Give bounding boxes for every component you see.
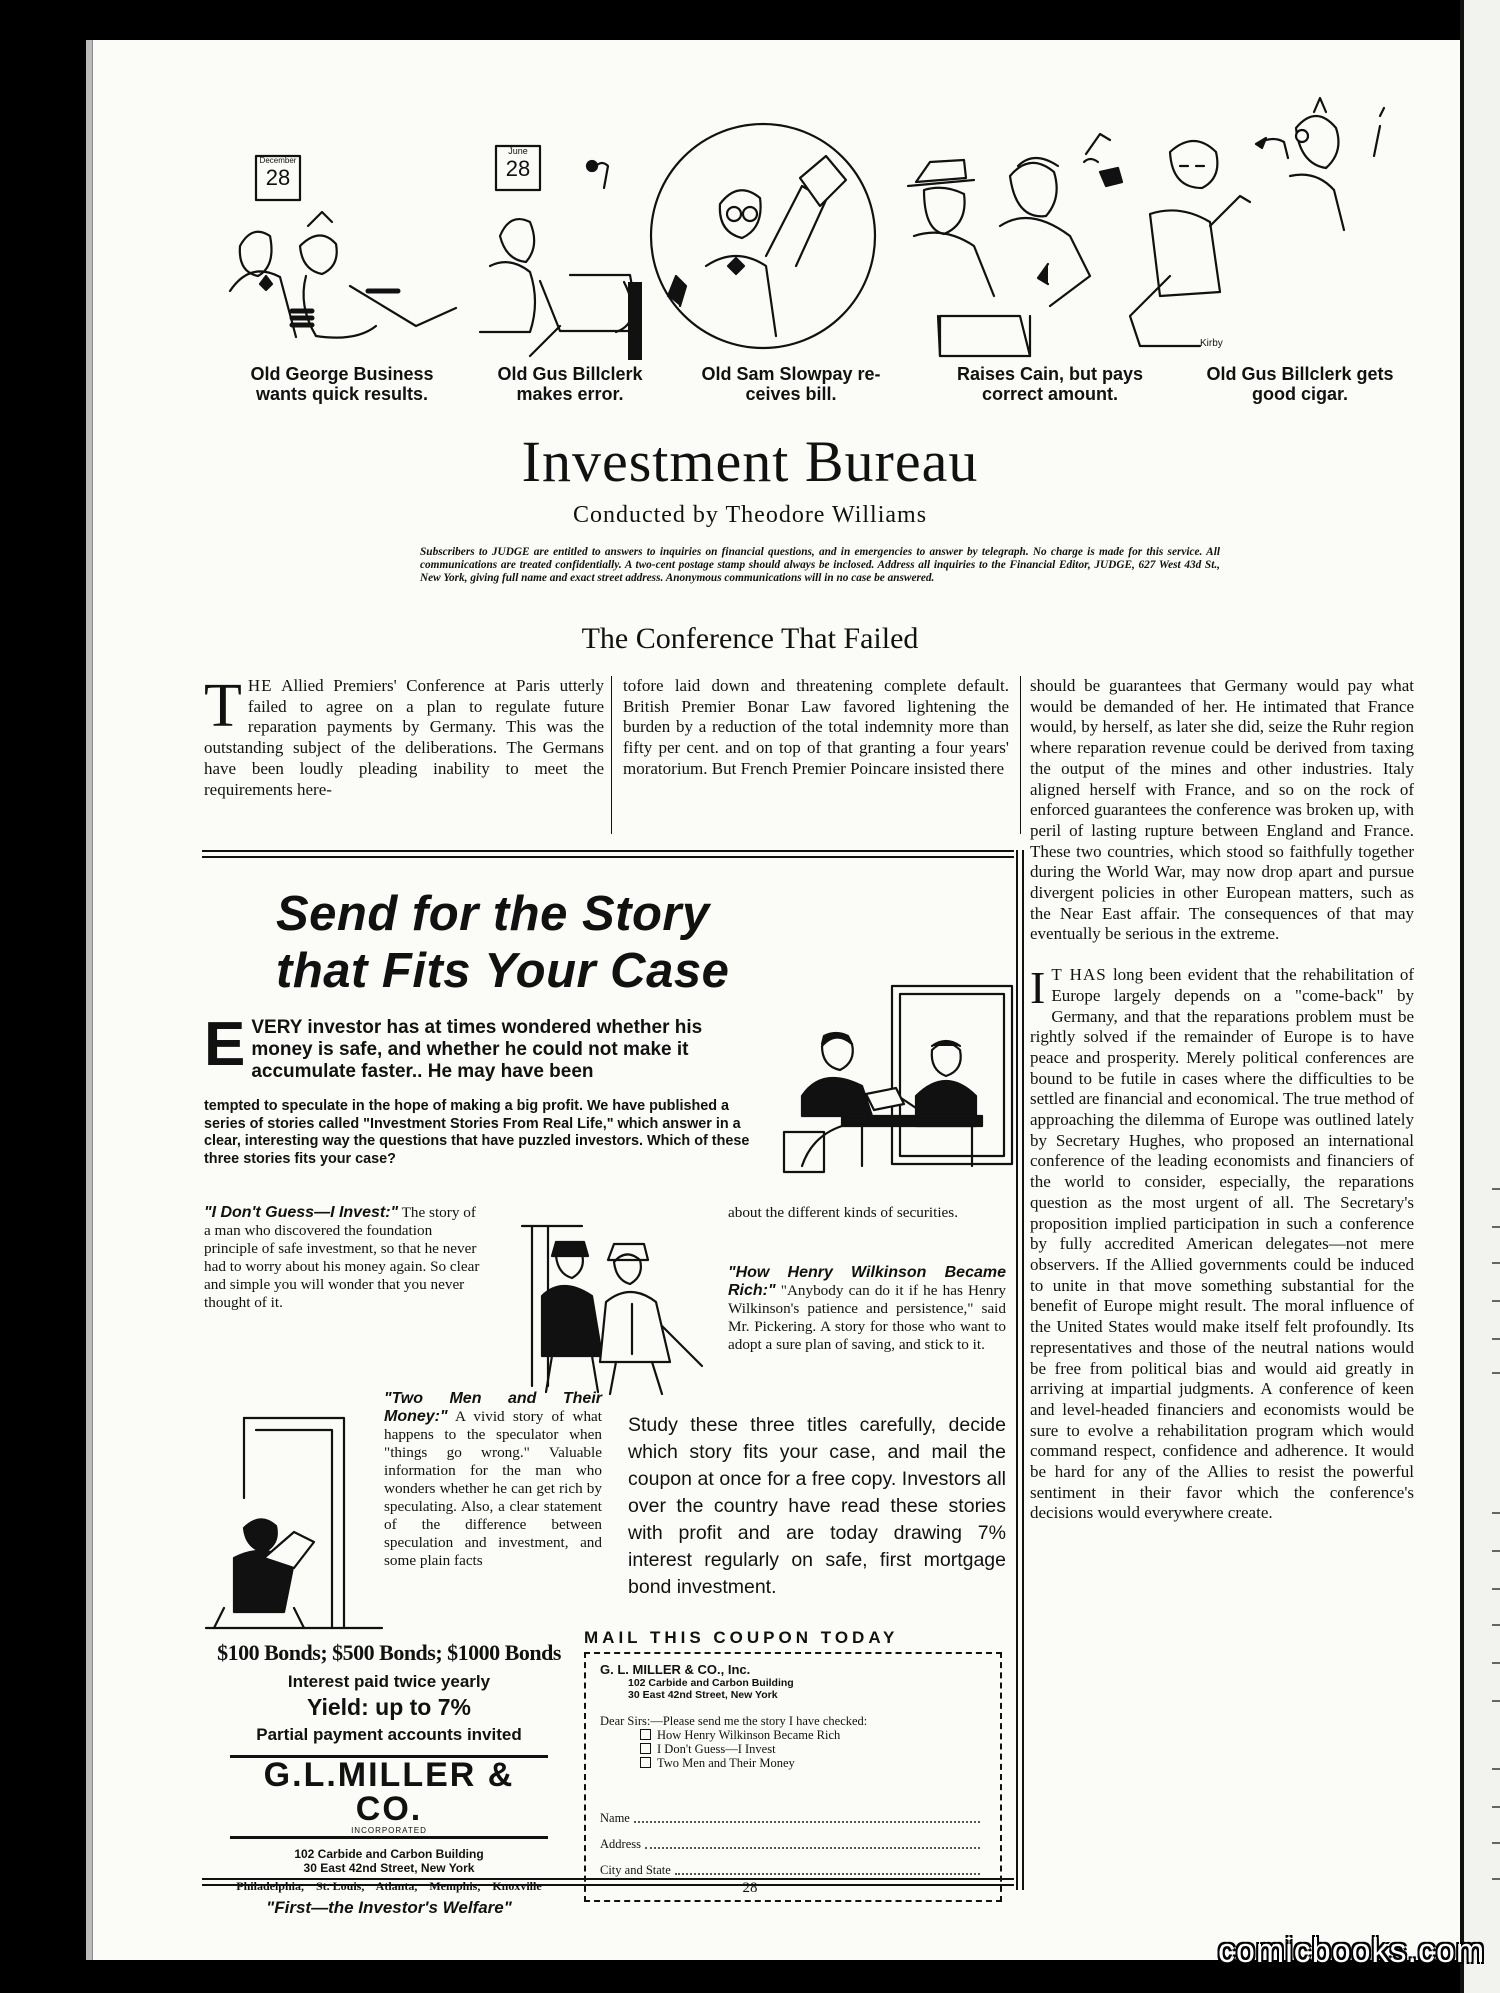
article-column-3 xyxy=(1030,676,1414,1524)
coupon-option-2-label: I Don't Guess—I Invest xyxy=(657,1742,776,1756)
logo-text: G.L.MILLER & CO. xyxy=(263,1756,515,1828)
ad-headline-line-1: Send for the Story xyxy=(276,887,710,941)
ad-call-to-action: Study these three titles carefully, decide which story fits your case, and mail the coupon at once for a free copy. Investors all over the country have read these stories with profit and are today drawing 7% interest regularly on safe, first mortgage bond investment. xyxy=(628,1414,1006,1598)
checkbox-1[interactable] xyxy=(640,1729,651,1740)
coupon-option-1[interactable] xyxy=(640,1728,867,1742)
coupon-option-2[interactable] xyxy=(640,1742,867,1756)
company-slogan: "First—the Investor's Welfare" xyxy=(266,1898,512,1917)
checkbox-2[interactable] xyxy=(640,1743,651,1754)
article-column-1 xyxy=(204,672,604,800)
ad-headline xyxy=(276,886,806,1000)
story-3-title: "How Henry Wilkinson Became Rich:" xyxy=(728,1264,1006,1299)
caption-5-line-1: Old Gus Billclerk gets xyxy=(1206,364,1394,384)
facing-page-edge xyxy=(1460,0,1500,1993)
article-para-2-smallcaps: T HAS xyxy=(1051,965,1107,985)
column-rule-2 xyxy=(1020,676,1021,834)
story-2-continued: about the different kinds of securities. xyxy=(728,1204,958,1221)
ad-intro-small: tempted to speculate in the hope of making a big profit. We have published a series of stories called "Investment Stories From Real Life," which answer in a clear, interesting way the questions that have puzzled investors. Which of these three stories fits your case? xyxy=(204,1098,750,1167)
calendar-2 xyxy=(496,146,540,181)
story-1-title: "I Don't Guess—I Invest:" xyxy=(204,1204,399,1221)
caption-panel-1 xyxy=(228,364,456,404)
article-column-2-text: tofore laid down and threatening complete default. British Premier Bonar Law favored lightening the burden by a reduction of the total indemnity more than fifty per cent. and on top of that granting a four years' moratorium. But French Premier Poincare insisted there xyxy=(623,676,1009,778)
site-watermark: comicbooks.com xyxy=(1218,1932,1486,1970)
article-column-3-para-1: should be guarantees that Germany would pay what would be demanded of her. He intimated that France would, by herself, as later she did, seize the Ruhr region where reparation revenue could be derived from taxing the output of the mines and other industries. Italy aligned herself with France, and so on the rock of enforced guarantees the conference was broken up, with peril of lasting rupture between England and France. These two countries, which stood so faithfully together during the World War, may now drop apart and pursue divergent policies in other European matters, such as the Near East affair. The consequences of that may eventually be serious in the extreme. xyxy=(1030,676,1414,944)
partial-payment-line: Partial payment accounts invited xyxy=(256,1725,522,1744)
ad-headline-line-2: that Fits Your Case xyxy=(276,944,730,998)
coupon-request-text: Dear Sirs:—Please send me the story I have checked: xyxy=(600,1714,868,1728)
caption-2-line-2: makes error. xyxy=(516,384,624,404)
coupon-address-2: 30 East 42nd Street, New York xyxy=(628,1689,778,1701)
calendar-1-month: December xyxy=(259,156,297,165)
coupon-address-label: Address xyxy=(600,1837,641,1851)
ad-intro-large xyxy=(204,1010,750,1083)
caption-3-line-1: Old Sam Slowpay re- xyxy=(701,364,881,384)
caption-1-line-1: Old George Business xyxy=(250,364,434,384)
interest-line: Interest paid twice yearly xyxy=(287,1672,491,1691)
panel-3-figures xyxy=(651,124,875,348)
bond-denominations: $100 Bonds; $500 Bonds; $1000 Bonds xyxy=(217,1640,561,1665)
ad-border-right-2 xyxy=(1022,850,1024,1890)
ad-intro-large-text: VERY investor has at times wondered whether his money is safe, and whether he could not make it accumulate faster.. He may have been xyxy=(251,1017,703,1082)
company-address-1: 102 Carbide and Carbon Building xyxy=(294,1847,484,1861)
subscriber-notice: Subscribers to JUDGE are entitled to answers to inquiries on financial questions, and in emergencies to answer by telegraph. No charge is made for this service. All communications are treated confidentially. A two-cent postage stamp should always be inclosed. Address all inquiries to the Financial Editor, JUDGE, 627 West 43d St., New York, giving full name and exact street address. Anonymous communications will in no case be answered. xyxy=(420,546,1220,584)
story-henry-wilkinson xyxy=(728,1264,1006,1354)
story-1-text: The story of a man who discovered the foundation principle of safe investment, so that he never had to worry about his money again. So clear and simple you will wonder that you never thought of it. xyxy=(204,1204,480,1311)
branch-cities: Philadelphia, St. Louis, Atlanta, Memphis, Knoxville xyxy=(236,1879,542,1893)
story-2-title: "Two Men and Their Money:" xyxy=(384,1390,602,1425)
coupon-option-3-label: Two Men and Their Money xyxy=(657,1756,795,1770)
article-column-3-para-2 xyxy=(1030,962,1414,1524)
two-men-illustration xyxy=(512,1216,712,1396)
caption-2-line-1: Old Gus Billclerk xyxy=(497,364,643,384)
checkbox-3[interactable] xyxy=(640,1757,651,1768)
caption-3-line-2: ceives bill. xyxy=(745,384,837,404)
coupon-city-label: City and State xyxy=(600,1863,671,1877)
article-para-2-text: long been evident that the rehabilitation of Europe largely depends on a "come-back" by Germany, and that the reparations problem must be rightly solved if the remainder of Europe is to have peace and prosperity. Merely political conferences are bound to be futile in cases where the difficulties to be settled are financial and economical. The true method of approaching the dilemma of Europe was outlined lately by Secretary Hughes, who proposed an international conference of the leading economists and financiers of the world to consider, especially, the reparations question as the most urgent of all. The Secretary's proposition implied participation in such a conference by fully accredited American delegates—not mere observers. If the Allied governments could be induced to unite in that move something substantial for the benefit of Europe might result. The moral influence of the United States would make itself felt profoundly. Its representatives and those of the neutral nations would be free from political bias and would aid greatly in arriving at impartial judgments. A conference of keen and level-headed financiers and economists would be sure to evolve a rehabilitation program which would command respect, confidence and adherence. It would be hard for any of the Allies to resist the powerful sentiment in their favor which the conference's decisions would everywhere create. xyxy=(1030,965,1414,1523)
yield-line: Yield: up to 7% xyxy=(307,1694,471,1720)
story-i-dont-guess xyxy=(204,1204,480,1312)
coupon-heading: MAIL THIS COUPON TODAY xyxy=(584,1628,899,1647)
comic-strip-illustration xyxy=(200,96,1430,366)
caption-panel-2 xyxy=(470,364,670,404)
office-illustration xyxy=(782,986,1022,1176)
caption-4-line-2: correct amount. xyxy=(981,384,1119,404)
calendar-1-day: 28 xyxy=(265,165,291,190)
article-headline: The Conference That Failed xyxy=(581,622,919,655)
coupon-name-label: Name xyxy=(600,1811,630,1825)
calendar-2-day: 28 xyxy=(505,156,531,181)
story-2-text: A vivid story of what happens to the speculator when "things go wrong." Valuable information for the man who wonders whether he can get rich by speculating. Also, a clear statement of the difference between speculation and investment, and some plain facts xyxy=(384,1408,602,1569)
column-rule-1 xyxy=(611,676,612,834)
coupon-address-field[interactable] xyxy=(600,1826,980,1852)
man-reading-illustration xyxy=(204,1408,384,1630)
caption-panel-3 xyxy=(682,364,900,404)
mail-coupon xyxy=(584,1628,1010,1877)
coupon-company: G. L. MILLER & CO., Inc. xyxy=(600,1662,751,1677)
article-lead-smallcaps: HE xyxy=(247,676,273,695)
coupon-address-1: 102 Carbide and Carbon Building xyxy=(628,1677,794,1689)
page-number: 28 xyxy=(742,1880,758,1896)
calendar-1 xyxy=(256,156,300,190)
story-two-men xyxy=(384,1390,602,1570)
caption-panel-4 xyxy=(934,364,1166,404)
story-3-text: "Anybody can do it if he has Henry Wilkinson's patience and persistence," said Mr. Pickering. A story for those who want to adopt a sure plan of saving, and stick to it. xyxy=(728,1282,1006,1353)
article-dropcap: T xyxy=(204,672,242,740)
ad-border-top-2 xyxy=(202,856,1014,858)
ad-dropcap: E xyxy=(204,1010,246,1079)
coupon-option-3[interactable] xyxy=(640,1756,867,1770)
page-title: Investment Bureau xyxy=(521,429,979,494)
panel-5-figures xyxy=(1130,98,1384,349)
article-column-1-text: Allied Premiers' Conference at Paris utterly failed to agree on a plan to regulate future reparation payments by Germany. This was the outstanding subject of the deliberations. The Germans have been loudly pleading inability to meet the requirements here- xyxy=(204,676,604,799)
coupon-name-field[interactable] xyxy=(600,1800,980,1826)
coupon-form xyxy=(584,1652,1002,1902)
caption-5-line-2: good cigar. xyxy=(1251,384,1348,404)
caption-4-line-1: Raises Cain, but pays xyxy=(956,364,1144,384)
company-address-2: 30 East 42nd Street, New York xyxy=(303,1861,475,1875)
coupon-city-field[interactable] xyxy=(600,1852,980,1878)
coupon-option-1-label: How Henry Wilkinson Became Rich xyxy=(657,1728,841,1742)
artist-signature: Kirby xyxy=(1200,338,1223,349)
miller-company-block xyxy=(204,1640,574,1918)
panel-4-figures xyxy=(908,134,1122,356)
calendar-2-month: June xyxy=(508,146,528,156)
caption-1-line-2: wants quick results. xyxy=(255,384,429,404)
logo-incorporated: INCORPORATED xyxy=(351,1826,427,1835)
byline: Conducted by Theodore Williams xyxy=(572,502,928,528)
ad-border-top xyxy=(202,850,1014,852)
caption-panel-5 xyxy=(1180,364,1420,404)
article-para-2-dropcap: I xyxy=(1030,962,1046,1014)
company-logo xyxy=(230,1755,548,1839)
article-column-2 xyxy=(623,676,1009,780)
